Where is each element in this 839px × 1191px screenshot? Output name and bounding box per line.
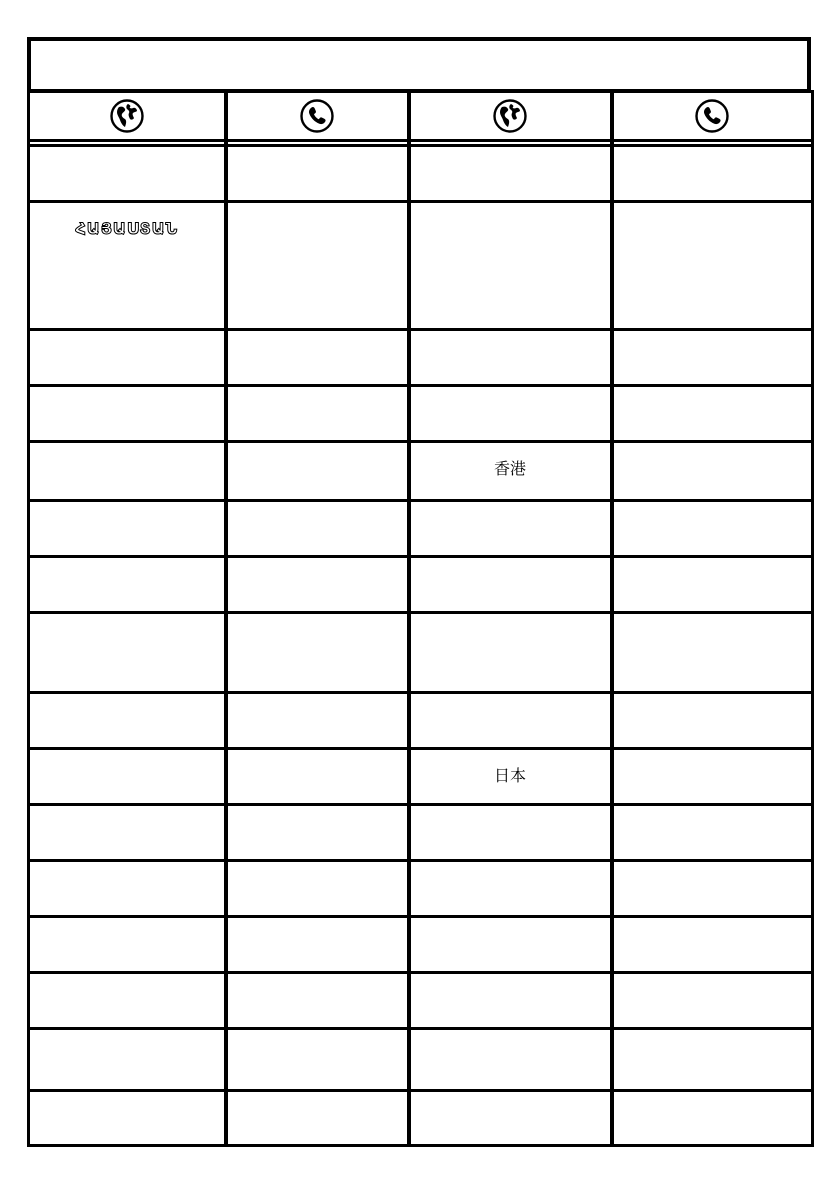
table-row bbox=[29, 861, 813, 917]
cell-text bbox=[411, 147, 610, 163]
cell-text bbox=[614, 1092, 812, 1108]
table-cell bbox=[612, 146, 813, 202]
cell-text bbox=[30, 974, 224, 990]
cell-text bbox=[614, 862, 812, 878]
cell-text bbox=[30, 918, 224, 934]
header-cell bbox=[29, 92, 226, 141]
table-cell bbox=[612, 749, 813, 805]
cell-text bbox=[30, 1092, 224, 1108]
table-cell bbox=[29, 386, 226, 442]
phone-icon bbox=[299, 98, 335, 134]
cell-text bbox=[30, 331, 224, 347]
table-cell bbox=[29, 202, 226, 330]
table-cell bbox=[409, 749, 612, 805]
cell-text bbox=[228, 502, 407, 518]
cell-text bbox=[411, 614, 610, 630]
table-cell bbox=[226, 202, 409, 330]
cell-text bbox=[614, 694, 812, 710]
table-row bbox=[29, 557, 813, 613]
table-cell bbox=[612, 917, 813, 973]
table-row bbox=[29, 613, 813, 693]
cell-text bbox=[411, 974, 610, 990]
table-cell bbox=[409, 330, 612, 386]
cell-text bbox=[30, 443, 224, 459]
table-cell bbox=[612, 613, 813, 693]
table-cell bbox=[226, 442, 409, 501]
cell-text bbox=[411, 1030, 610, 1046]
service-table bbox=[27, 90, 814, 1147]
table-row bbox=[29, 501, 813, 557]
table-row bbox=[29, 973, 813, 1029]
title-box bbox=[27, 37, 811, 93]
table-row bbox=[29, 805, 813, 861]
cell-text bbox=[228, 1030, 407, 1046]
table-cell bbox=[29, 1091, 226, 1146]
cell-text bbox=[411, 862, 610, 878]
cell-text bbox=[614, 147, 812, 163]
table-cell bbox=[612, 330, 813, 386]
table-row bbox=[29, 146, 813, 202]
cell-text bbox=[228, 918, 407, 934]
cell-text bbox=[228, 387, 407, 403]
cell-text bbox=[614, 806, 812, 822]
cell-text bbox=[228, 147, 407, 163]
cell-text bbox=[30, 147, 224, 163]
table-cell bbox=[409, 693, 612, 749]
cell-text bbox=[411, 558, 610, 574]
cell-text bbox=[411, 502, 610, 518]
cell-text: 香港 bbox=[493, 459, 526, 478]
cell-text bbox=[614, 502, 812, 518]
cell-text bbox=[228, 862, 407, 878]
table-cell bbox=[226, 693, 409, 749]
table-cell bbox=[409, 442, 612, 501]
table-row bbox=[29, 330, 813, 386]
table-cell bbox=[226, 1091, 409, 1146]
table-cell bbox=[409, 202, 612, 330]
table-row bbox=[29, 917, 813, 973]
cell-text bbox=[614, 974, 812, 990]
header-cell bbox=[612, 92, 813, 141]
table-cell bbox=[612, 557, 813, 613]
globe-icon bbox=[109, 98, 145, 134]
table-cell bbox=[612, 861, 813, 917]
cell-text: ՀԱՅԱՍՏԱՆ bbox=[75, 219, 179, 238]
table-row bbox=[29, 1091, 813, 1146]
cell-text bbox=[411, 694, 610, 710]
table-cell bbox=[226, 749, 409, 805]
table-cell bbox=[226, 1029, 409, 1091]
table-cell bbox=[226, 973, 409, 1029]
table-cell bbox=[29, 693, 226, 749]
table-cell bbox=[29, 749, 226, 805]
table-row bbox=[29, 202, 813, 330]
table-cell bbox=[226, 330, 409, 386]
cell-text bbox=[614, 614, 812, 630]
table-row bbox=[29, 1029, 813, 1091]
table-cell bbox=[29, 861, 226, 917]
table-cell bbox=[29, 442, 226, 501]
table-row bbox=[29, 442, 813, 501]
table-row bbox=[29, 693, 813, 749]
cell-text bbox=[614, 558, 812, 574]
header-cell bbox=[226, 92, 409, 141]
cell-text bbox=[30, 1030, 224, 1046]
header-row bbox=[29, 92, 813, 141]
table-cell bbox=[29, 1029, 226, 1091]
phone-icon bbox=[694, 98, 730, 134]
contact-sheet bbox=[27, 37, 811, 1143]
cell-text bbox=[411, 203, 610, 219]
cell-text bbox=[614, 203, 812, 219]
table-row bbox=[29, 749, 813, 805]
cell-text bbox=[411, 331, 610, 347]
cell-text bbox=[614, 750, 812, 766]
table-cell bbox=[612, 501, 813, 557]
cell-text bbox=[228, 694, 407, 710]
cell-text bbox=[614, 918, 812, 934]
cell-text bbox=[411, 918, 610, 934]
table-cell bbox=[409, 805, 612, 861]
table-cell bbox=[29, 146, 226, 202]
table-cell bbox=[612, 1029, 813, 1091]
table-cell bbox=[409, 146, 612, 202]
cell-text bbox=[228, 331, 407, 347]
table-cell bbox=[409, 973, 612, 1029]
table-cell bbox=[226, 861, 409, 917]
cell-text bbox=[30, 694, 224, 710]
table-cell bbox=[409, 917, 612, 973]
cell-text bbox=[614, 331, 812, 347]
cell-text bbox=[228, 974, 407, 990]
table-cell bbox=[29, 973, 226, 1029]
cell-text bbox=[228, 806, 407, 822]
cell-text bbox=[30, 387, 224, 403]
table-cell bbox=[612, 442, 813, 501]
table-cell bbox=[612, 386, 813, 442]
table-cell bbox=[226, 501, 409, 557]
cell-text bbox=[228, 1092, 407, 1108]
cell-text bbox=[228, 750, 407, 766]
table-cell bbox=[612, 693, 813, 749]
table-cell bbox=[226, 557, 409, 613]
cell-text bbox=[411, 387, 610, 403]
cell-text bbox=[30, 558, 224, 574]
table-cell bbox=[29, 613, 226, 693]
cell-text bbox=[614, 443, 812, 459]
cell-text bbox=[228, 614, 407, 630]
cell-text bbox=[30, 750, 224, 766]
table-cell bbox=[409, 1029, 612, 1091]
table-row bbox=[29, 386, 813, 442]
table-cell bbox=[612, 1091, 813, 1146]
cell-text: 日本 bbox=[493, 766, 526, 785]
table-cell bbox=[29, 917, 226, 973]
table-cell bbox=[29, 330, 226, 386]
table-cell bbox=[29, 557, 226, 613]
table-cell bbox=[29, 805, 226, 861]
cell-text bbox=[411, 1092, 610, 1108]
table-cell bbox=[612, 973, 813, 1029]
table-cell bbox=[612, 202, 813, 330]
table-cell bbox=[409, 1091, 612, 1146]
table-cell bbox=[409, 861, 612, 917]
cell-text bbox=[614, 387, 812, 403]
table-cell bbox=[409, 613, 612, 693]
globe-icon bbox=[492, 98, 528, 134]
table-cell bbox=[226, 386, 409, 442]
cell-text bbox=[411, 806, 610, 822]
cell-text bbox=[228, 558, 407, 574]
header-cell bbox=[409, 92, 612, 141]
cell-text bbox=[30, 502, 224, 518]
cell-text bbox=[30, 614, 224, 630]
cell-text bbox=[228, 443, 407, 459]
table-cell bbox=[29, 501, 226, 557]
table-cell bbox=[409, 386, 612, 442]
cell-text bbox=[614, 1030, 812, 1046]
cell-text bbox=[30, 806, 224, 822]
table-cell bbox=[226, 146, 409, 202]
cell-text bbox=[30, 862, 224, 878]
table-cell bbox=[612, 805, 813, 861]
table-cell bbox=[409, 501, 612, 557]
table-cell bbox=[226, 917, 409, 973]
table-cell bbox=[226, 805, 409, 861]
table-cell bbox=[409, 557, 612, 613]
cell-text bbox=[228, 203, 407, 219]
table-cell bbox=[226, 613, 409, 693]
